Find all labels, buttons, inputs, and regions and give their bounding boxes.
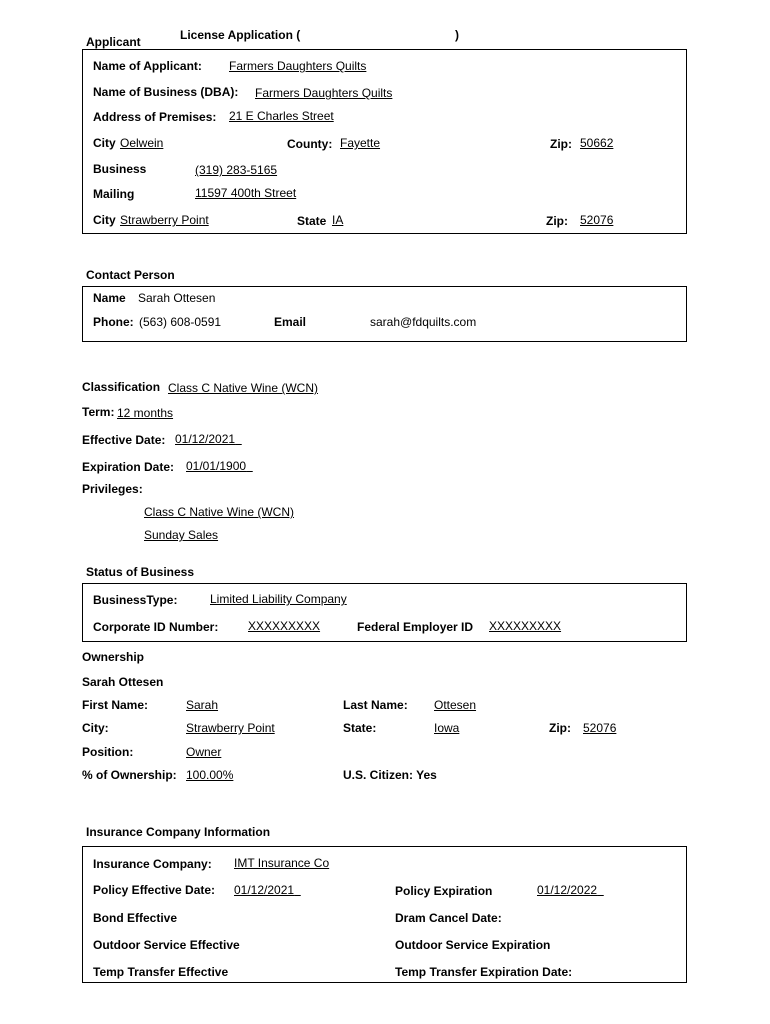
dba-label: Name of Business (DBA): [93,85,239,99]
owner-city-value: Strawberry Point [186,721,275,735]
term-value: 12 months [117,406,174,420]
mail-zip-value: 52076 [580,213,614,227]
contact-phone-value: (563) 608-0591 [139,315,222,329]
last-name-value: Ottesen [434,698,477,712]
ownership-pct-label: % of Ownership: [82,768,177,782]
effective-date-value: 01/12/2021 [175,432,236,446]
owner-city-label: City: [82,721,109,735]
contact-heading: Contact Person [86,268,175,282]
form-title-close: ) [455,28,459,42]
insurance-company-value: IMT Insurance Co [234,856,330,870]
privilege-item: Class C Native Wine (WCN) [144,505,295,519]
business-type-label: BusinessType: [93,593,178,607]
policy-expiration-value: 01/12/2022 [537,883,598,897]
fein-label: Federal Employer ID [357,620,474,634]
effective-date-label: Effective Date: [82,433,166,447]
position-value: Owner [186,745,222,759]
insurance-heading: Insurance Company Information [86,825,271,839]
applicant-name-label: Name of Applicant: [93,59,202,73]
ownership-pct-value: 100.00% [186,768,234,782]
outdoor-effective-label: Outdoor Service Effective [93,938,240,952]
owner-name: Sarah Ottesen [82,675,164,689]
city-label: City [93,136,116,150]
zip-label: Zip: [550,137,572,151]
mailing-value: 11597 400th Street [195,186,297,200]
temp-transfer-expiration-label: Temp Transfer Expiration Date: [395,965,573,979]
county-label: County: [287,137,333,151]
address-label: Address of Premises: [93,110,217,124]
policy-expiration-label: Policy Expiration [395,884,493,898]
city-value: Oelwein [120,136,164,150]
mail-city-value: Strawberry Point [120,213,209,227]
mailing-label: Mailing [93,187,135,201]
term-label: Term: [82,405,115,419]
applicant-name-value: Farmers Daughters Quilts [229,59,367,73]
contact-name-value: Sarah Ottesen [138,291,216,305]
owner-state-label: State: [343,721,377,735]
county-value: Fayette [340,136,381,150]
corporate-id-label: Corporate ID Number: [93,620,219,634]
owner-state-value: Iowa [434,721,460,735]
corporate-id-value: XXXXXXXXX [248,619,321,633]
first-name-label: First Name: [82,698,149,712]
policy-effective-label: Policy Effective Date: [93,883,216,897]
address-value: 21 E Charles Street [229,109,334,123]
mail-city-label: City [93,213,116,227]
owner-zip-label: Zip: [549,721,571,735]
temp-transfer-effective-label: Temp Transfer Effective [93,965,229,979]
us-citizen: U.S. Citizen: Yes [343,768,437,782]
state-label: State [297,214,327,228]
owner-zip-value: 52076 [583,721,617,735]
status-heading: Status of Business [86,565,195,579]
insurance-company-label: Insurance Company: [93,857,212,871]
contact-name-label: Name [93,291,126,305]
zip-value: 50662 [580,136,614,150]
fein-value: XXXXXXXXX [489,619,562,633]
applicant-heading: Applicant [86,35,141,49]
policy-effective-value: 01/12/2021 [234,883,295,897]
contact-email-value: sarah@fdquilts.com [370,315,477,329]
dba-value: Farmers Daughters Quilts [255,86,393,100]
position-label: Position: [82,745,134,759]
outdoor-expiration-label: Outdoor Service Expiration [395,938,551,952]
ownership-heading: Ownership [82,650,145,664]
mail-zip-label: Zip: [546,214,568,228]
business-phone-label: Business [93,162,147,176]
business-type-value: Limited Liability Company [210,592,347,606]
business-phone-value: (319) 283-5165 [195,163,278,177]
privileges-label: Privileges: [82,482,143,496]
contact-phone-label: Phone: [93,315,134,329]
last-name-label: Last Name: [343,698,408,712]
dram-cancel-label: Dram Cancel Date: [395,911,502,925]
bond-effective-label: Bond Effective [93,911,178,925]
expiration-date-label: Expiration Date: [82,460,175,474]
privilege-item: Sunday Sales [144,528,219,542]
state-value: IA [332,213,344,227]
first-name-value: Sarah [186,698,219,712]
classification-label: Classification [82,380,161,394]
contact-email-label: Email [274,315,307,329]
expiration-date-value: 01/01/1900 [186,459,247,473]
form-title: License Application ( [180,28,301,42]
classification-value: Class C Native Wine (WCN) [168,381,319,395]
